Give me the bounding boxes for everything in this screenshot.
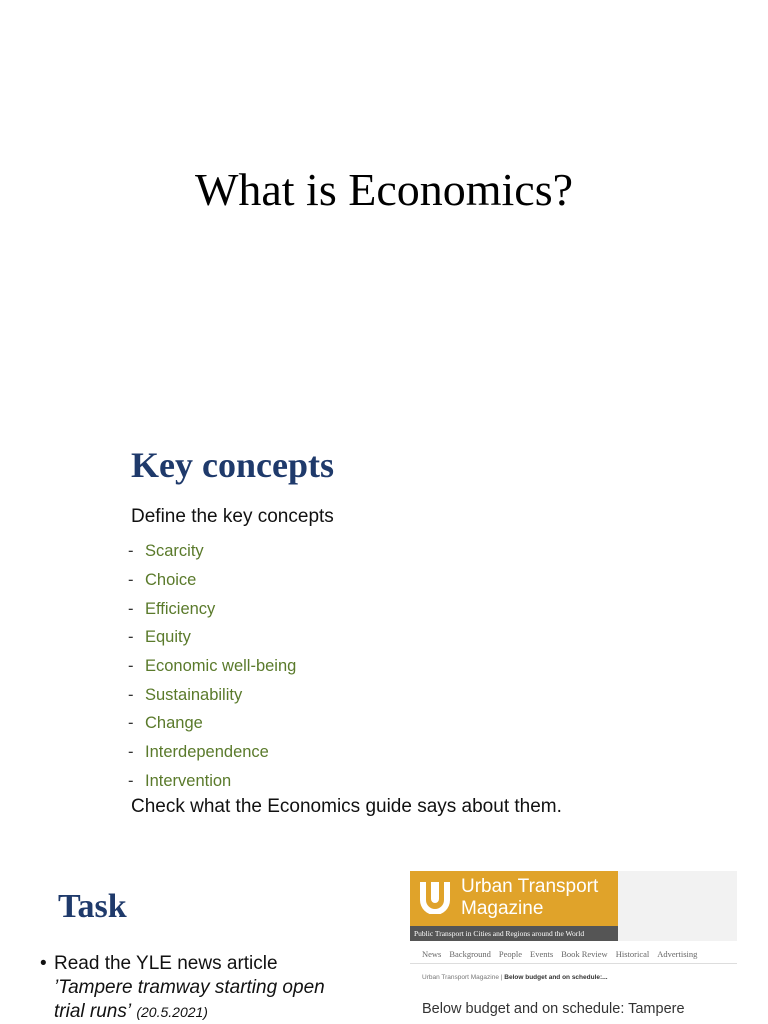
list-item	[128, 652, 296, 681]
article-screenshot	[410, 871, 737, 1024]
breadcrumb	[422, 974, 608, 981]
list-item	[128, 680, 296, 709]
bullet-dash: -	[128, 743, 134, 762]
list-item	[128, 767, 296, 796]
bullet-dash: -	[128, 542, 134, 561]
breadcrumb-separator: |	[500, 974, 503, 981]
list-item	[128, 566, 296, 595]
nav-item-book-review[interactable]: Book Review	[561, 949, 608, 959]
brand-line-1: Urban Transport	[461, 876, 599, 897]
nav-item-advertising[interactable]: Advertising	[657, 949, 698, 959]
utm-tagline: Public Transport in Cities and Regions around the World	[410, 926, 618, 941]
bullet-dash: -	[128, 571, 134, 590]
article-title: ’Tampere tramway starting open trial runs’	[54, 977, 325, 1022]
bullet-dash: -	[128, 628, 134, 647]
breadcrumb-home[interactable]: Urban Transport Magazine	[422, 974, 499, 981]
article-date: (20.5.2021)	[136, 1004, 208, 1020]
concept-label: Sustainability	[145, 685, 243, 704]
slide-title: What is Economics?	[194, 164, 574, 215]
concept-label: Intervention	[145, 771, 232, 790]
concept-label: Efficiency	[145, 599, 216, 618]
nav-item-historical[interactable]: Historical	[615, 949, 650, 959]
list-item	[128, 537, 296, 566]
key-concepts-title: Key concepts	[131, 445, 334, 485]
bullet-dot: •	[40, 953, 47, 974]
concept-label: Economic well-being	[145, 657, 297, 676]
list-item	[128, 709, 296, 738]
task-bullet	[40, 952, 360, 1024]
task-title: Task	[58, 888, 127, 925]
concept-label: Change	[145, 714, 203, 733]
concept-label: Interdependence	[145, 743, 269, 762]
nav-item-background[interactable]: Background	[449, 949, 491, 959]
utm-brand	[410, 871, 618, 926]
utm-brand-name	[461, 876, 598, 920]
bullet-dash: -	[128, 657, 134, 676]
article-headline: Below budget and on schedule: Tampere	[422, 1001, 685, 1017]
task-text	[54, 952, 360, 1024]
list-item	[128, 623, 296, 652]
utm-header	[410, 871, 737, 941]
utm-logo-icon	[418, 880, 452, 914]
bullet-dash: -	[128, 599, 134, 618]
nav-item-events[interactable]: Events	[530, 949, 554, 959]
bullet-dash: -	[128, 771, 134, 790]
concept-label: Choice	[145, 571, 197, 590]
list-item	[128, 738, 296, 767]
utm-nav	[410, 944, 737, 964]
key-concepts-intro: Define the key concepts	[131, 506, 334, 527]
concept-label: Equity	[145, 628, 191, 647]
list-item	[128, 594, 296, 623]
nav-item-news[interactable]: News	[422, 949, 442, 959]
bullet-dash: -	[128, 685, 134, 704]
breadcrumb-current: Below budget and on schedule:...	[504, 974, 608, 981]
task-lead: Read the YLE news article	[54, 953, 278, 974]
bullet-dash: -	[128, 714, 134, 733]
brand-line-2: Magazine	[461, 898, 544, 919]
concept-label: Scarcity	[145, 542, 204, 561]
key-concepts-footer: Check what the Economics guide says about them.	[131, 796, 562, 817]
key-concepts-list	[128, 537, 296, 795]
nav-item-people[interactable]: People	[498, 949, 523, 959]
